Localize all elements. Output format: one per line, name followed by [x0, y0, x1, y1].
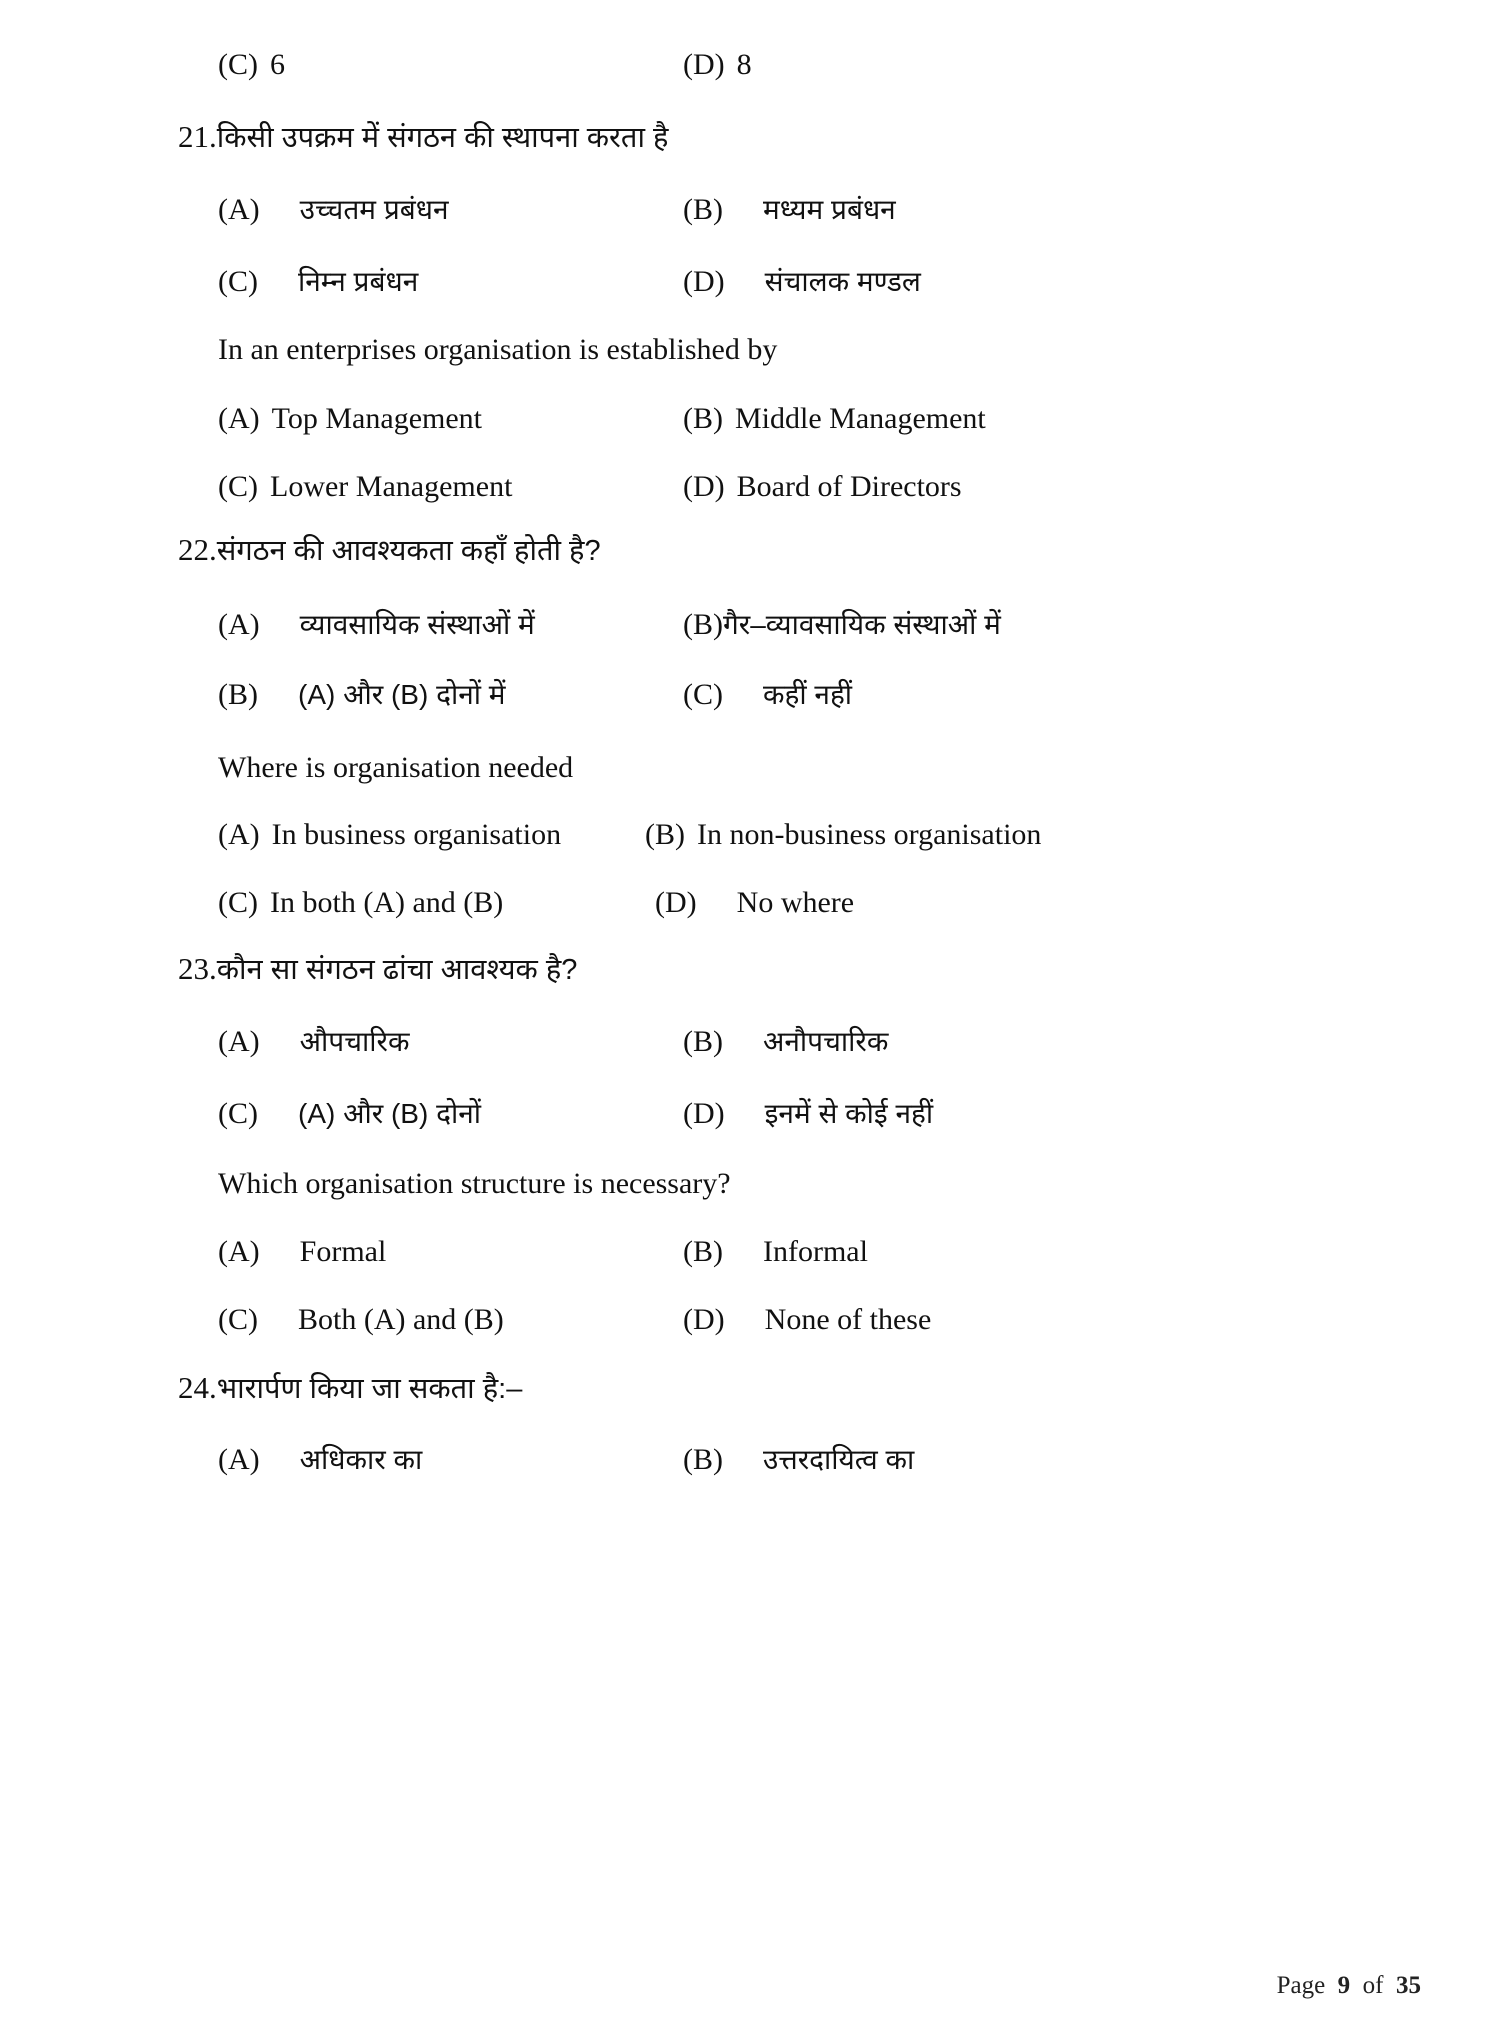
- option-label: (A): [218, 818, 260, 851]
- option-label: (A): [218, 608, 260, 641]
- page-footer: [1277, 1972, 1421, 2000]
- question-23-english-option-d: [683, 1303, 931, 1337]
- question-22-hindi-option-c: [683, 675, 852, 713]
- question-21-hindi-text: किसी उपक्रम में संगठन की स्थापना करता है: [216, 122, 669, 154]
- option-label: (B): [645, 818, 685, 851]
- option-text-c: 6: [270, 48, 285, 81]
- option-label-c: (C): [218, 48, 258, 81]
- question-21-english-option-c: [218, 470, 512, 504]
- question-24-hindi-option-b: [683, 1440, 914, 1478]
- option-text: उच्चतम प्रबंधन: [299, 194, 449, 225]
- option-label: (B): [683, 608, 723, 641]
- question-23-hindi-option-c: [218, 1094, 481, 1132]
- question-23-hindi-option-d: [683, 1094, 933, 1132]
- question-23-hindi-option-a: [218, 1022, 409, 1060]
- option-label-d: (D): [683, 48, 725, 81]
- option-text: गैर–व्यावसायिक संस्थाओं में: [723, 609, 1001, 640]
- option-text: In non-business organisation: [697, 818, 1042, 851]
- question-23-english-option-a: [218, 1235, 386, 1269]
- question-21-stem-english: In an enterprises organisation is established by: [218, 333, 778, 366]
- question-22-stem-hindi: [178, 530, 601, 569]
- option-label: (B): [683, 402, 723, 435]
- option-label: (D): [683, 1097, 725, 1130]
- option-text: Lower Management: [270, 470, 513, 503]
- question-24-number: 24.: [178, 1370, 217, 1405]
- option-text: No where: [736, 886, 855, 919]
- option-label: (A): [218, 193, 260, 226]
- question-21-hindi-option-d: [683, 262, 921, 300]
- question-23-number: 23.: [178, 951, 217, 986]
- option-label: (B): [683, 1235, 723, 1268]
- option-label: (C): [218, 1097, 258, 1130]
- option-label: (C): [218, 886, 258, 919]
- question-24-hindi-text: भारार्पण किया जा सकता है:–: [216, 1373, 523, 1405]
- option-label: (B): [683, 1025, 723, 1058]
- option-text: औपचारिक: [299, 1026, 410, 1057]
- question-23-stem-hindi: [178, 949, 577, 988]
- question-21-stem-hindi: [178, 117, 668, 156]
- option-label: (C): [218, 1303, 258, 1336]
- question-21-hindi-option-c: [218, 262, 418, 300]
- option-text: Board of Directors: [736, 470, 962, 503]
- question-21-english-option-a: [218, 402, 482, 436]
- carryover-option-d: [683, 48, 752, 82]
- question-22-number: 22.: [178, 532, 217, 567]
- question-24-stem-hindi: [178, 1368, 522, 1407]
- option-label: (A): [218, 402, 260, 435]
- option-text: Top Management: [271, 402, 482, 435]
- question-22-english-option-b: [645, 818, 1041, 852]
- option-text: निम्न प्रबंधन: [298, 266, 419, 297]
- question-22-hindi-option-a: [218, 605, 535, 643]
- option-label: (B): [218, 678, 258, 711]
- option-text: मध्यम प्रबंधन: [763, 194, 896, 225]
- question-22-english-option-a: [218, 818, 561, 852]
- option-text: In business organisation: [271, 818, 562, 851]
- question-24-hindi-option-a: [218, 1440, 422, 1478]
- question-21-english-option-b: [683, 402, 986, 436]
- option-label: (D): [683, 1303, 725, 1336]
- question-22-english-option-c: [218, 886, 503, 920]
- option-text: अनौपचारिक: [763, 1026, 889, 1057]
- option-text: (A) और (B) दोनों: [298, 1098, 481, 1129]
- option-text: None of these: [764, 1303, 932, 1336]
- question-22-hindi-option-b2: [218, 675, 506, 713]
- question-22-english-option-d: [655, 886, 854, 920]
- option-label: (C): [683, 678, 723, 711]
- question-21-english-option-d: [683, 470, 962, 504]
- option-text-d: 8: [736, 48, 752, 81]
- question-22-stem-english: Where is organisation needed: [218, 751, 574, 784]
- option-label: (B): [683, 193, 723, 226]
- option-label: (A): [218, 1025, 260, 1058]
- option-text: इनमें से कोई नहीं: [764, 1098, 934, 1129]
- question-21-number: 21.: [178, 119, 217, 154]
- footer-middle: of: [1362, 1972, 1384, 1999]
- option-label: (D): [655, 886, 697, 919]
- question-23-hindi-option-b: [683, 1022, 888, 1060]
- question-21-hindi-option-b: [683, 190, 896, 228]
- footer-prefix: Page: [1276, 1972, 1326, 1999]
- carryover-option-c: [218, 48, 285, 82]
- option-text: In both (A) and (B): [270, 886, 504, 919]
- option-label: (A): [218, 1443, 260, 1476]
- question-23-english-option-c: [218, 1303, 504, 1337]
- option-text: (A) और (B) दोनों में: [298, 679, 506, 710]
- option-label: (C): [218, 265, 258, 298]
- footer-total-pages: 35: [1396, 1972, 1421, 1999]
- option-text: संचालक मण्डल: [764, 266, 921, 297]
- question-22-hindi-option-b: [683, 605, 1001, 643]
- option-text: व्यावसायिक संस्थाओं में: [299, 609, 535, 640]
- option-label: (D): [683, 265, 725, 298]
- option-text: अधिकार का: [299, 1444, 423, 1475]
- question-23-stem-english: Which organisation structure is necessary?: [218, 1167, 731, 1200]
- option-label: (B): [683, 1443, 723, 1476]
- option-text: Informal: [763, 1235, 868, 1268]
- option-text: कहीं नहीं: [763, 679, 853, 710]
- option-text: Middle Management: [735, 402, 986, 435]
- option-label: (C): [218, 470, 258, 503]
- option-label: (D): [683, 470, 725, 503]
- question-23-hindi-text: कौन सा संगठन ढांचा आवश्यक है?: [216, 954, 578, 986]
- question-22-hindi-text: संगठन की आवश्यकता कहाँ होती है?: [216, 535, 601, 567]
- option-text: Formal: [299, 1235, 387, 1268]
- footer-page-number: 9: [1337, 1972, 1351, 1999]
- question-21-hindi-option-a: [218, 190, 449, 228]
- option-label: (A): [218, 1235, 260, 1268]
- option-text: उत्तरदायित्व का: [763, 1444, 915, 1475]
- question-23-english-option-b: [683, 1235, 868, 1269]
- option-text: Both (A) and (B): [298, 1303, 504, 1336]
